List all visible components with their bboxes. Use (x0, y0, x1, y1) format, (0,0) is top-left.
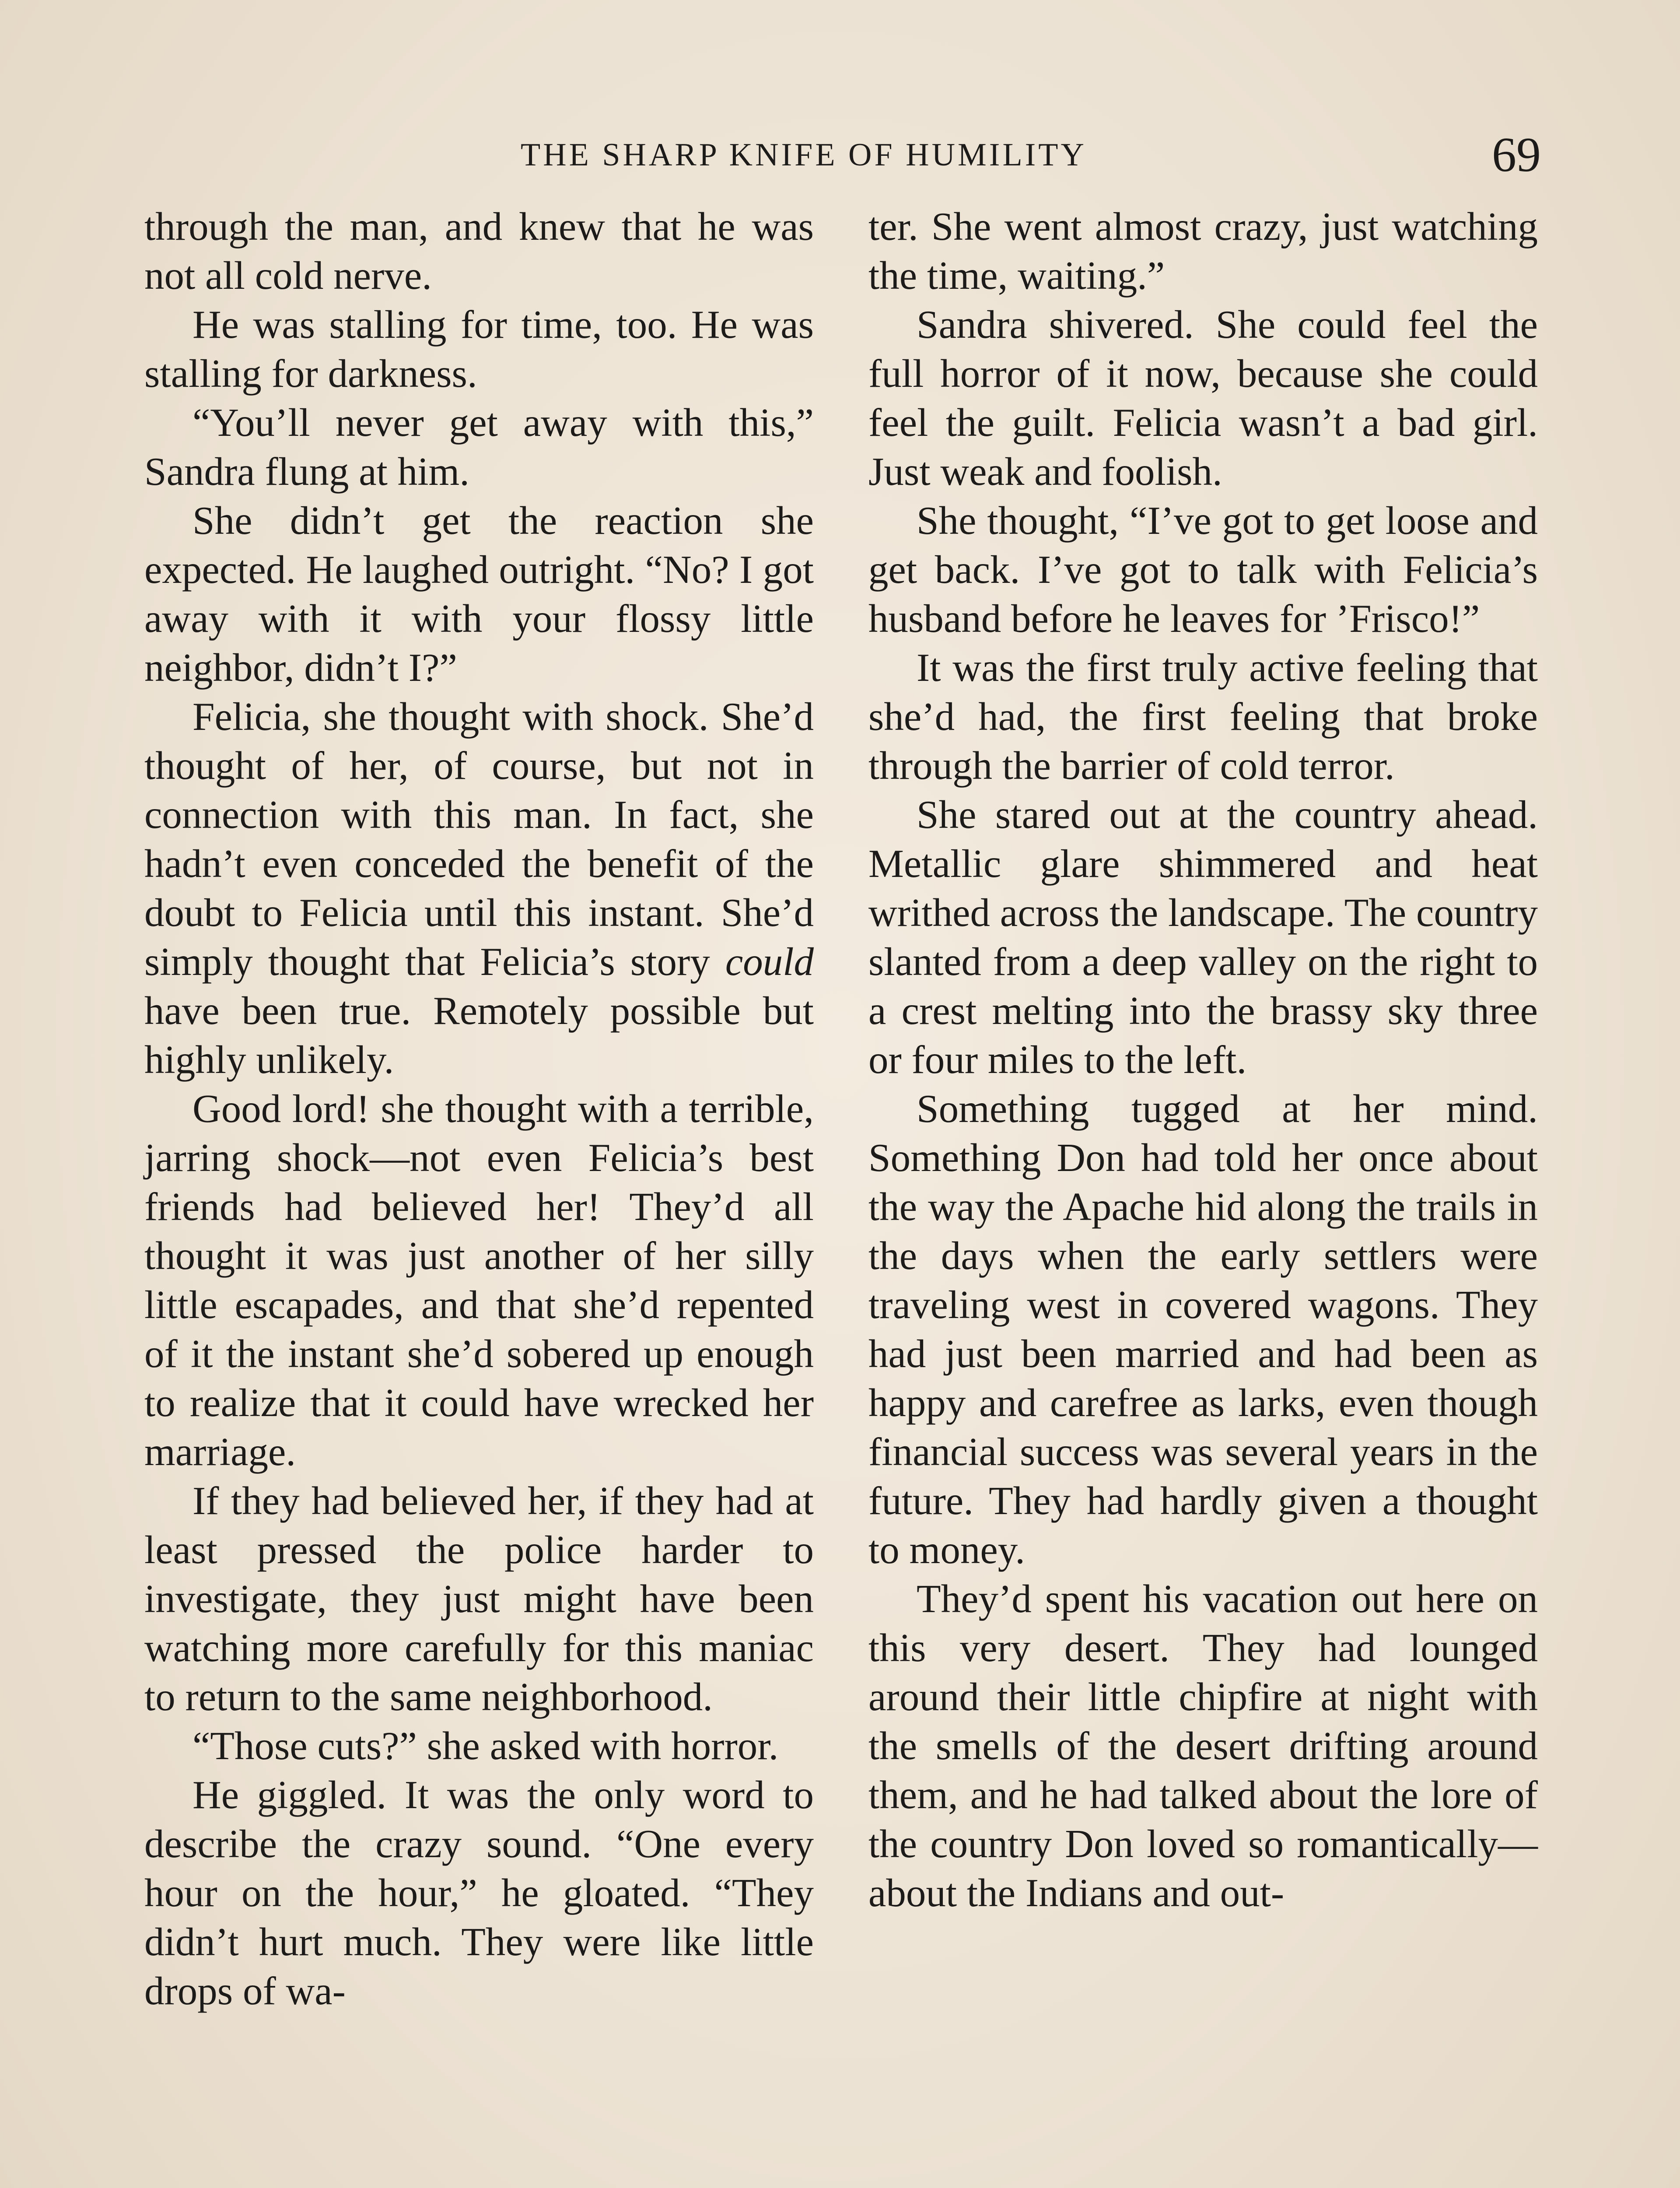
paragraph: He giggled. It was the only word to describe the crazy sound. “One every hour on the hour,” he gloated. “They didn’t hurt much. They were like little drops of wa- (144, 1773, 814, 2013)
page-number: 69 (1492, 128, 1541, 182)
paragraph: It was the first truly active feeling that she’d had, the first feeling that broke through the barrier of cold terror. (868, 645, 1538, 788)
paragraph: She didn’t get the reaction she expected. He laughed outright. “No? I got away with it with your flossy little neighbor, didn’t I?” (144, 498, 814, 690)
paragraph: They’d spent his vacation out here on this very desert. They had lounged around their little chipfire at night with the smells of the desert drifting around them, and he had talked about the lore of the country Don loved so romantically—about the Indians and out- (868, 1577, 1538, 1915)
paragraph: She stared out at the country ahead. Metallic glare shimmered and heat writhed across the landscape. The country slanted from a deep valley on the right to a crest melting into the brassy sky three or four miles to the left. (868, 792, 1538, 1082)
paragraph-text: Felicia, she thought with shock. She’d thought of her, of course, but not in connection with this man. In fact, she hadn’t even conceded the benefit of the doubt to Felicia until this instant. She’d simply thought that Felicia’s story (144, 694, 814, 984)
paragraph-text: have been true. Remotely possible but highly unlikely. (144, 989, 814, 1082)
paragraph: She thought, “I’ve got to get loose and get back. I’ve got to talk with Felicia’s husband before he leaves for ’Frisco!” (868, 498, 1538, 641)
paragraph: He was stalling for time, too. He was stalling for darkness. (144, 302, 814, 396)
left-column (144, 202, 814, 2016)
paragraph: If they had believed her, if they had at least pressed the police harder to investigate, they just might have been watching more carefully for this maniac to return to the same neighborhood. (144, 1479, 814, 1719)
paragraph: Sandra shivered. She could feel the full horror of it now, because she could feel the guilt. Felicia wasn’t a bad girl. Just weak and foolish. (868, 302, 1538, 494)
italic-word: could (725, 940, 814, 984)
paragraph: ter. She went almost crazy, just watching the time, waiting.” (868, 204, 1538, 298)
paragraph: through the man, and knew that he was not all cold nerve. (144, 204, 814, 298)
paragraph: “You’ll never get away with this,” Sandra flung at him. (144, 400, 814, 494)
running-title: THE SHARP KNIFE OF HUMILITY (521, 137, 1087, 173)
right-column (868, 202, 1538, 1918)
paragraph (144, 692, 814, 1084)
paragraph: “Those cuts?” she asked with horror. (192, 1724, 779, 1768)
paragraph: Something tugged at her mind. Something Don had told her once about the way the Apache hid along the trails in the days when the early settlers were traveling west in covered wagons. They had just been married and had been as happy and carefree as larks, even though financial success was several years in the future. They had hardly given a thought to money. (868, 1087, 1538, 1572)
paragraph: Good lord! she thought with a terrible, jarring shock—not even Felicia’s best friends had believed her! They’d all thought it was just another of her silly little escapades, and that she’d repented of it the instant she’d sobered up enough to realize that it could have wrecked her marriage. (144, 1087, 814, 1474)
